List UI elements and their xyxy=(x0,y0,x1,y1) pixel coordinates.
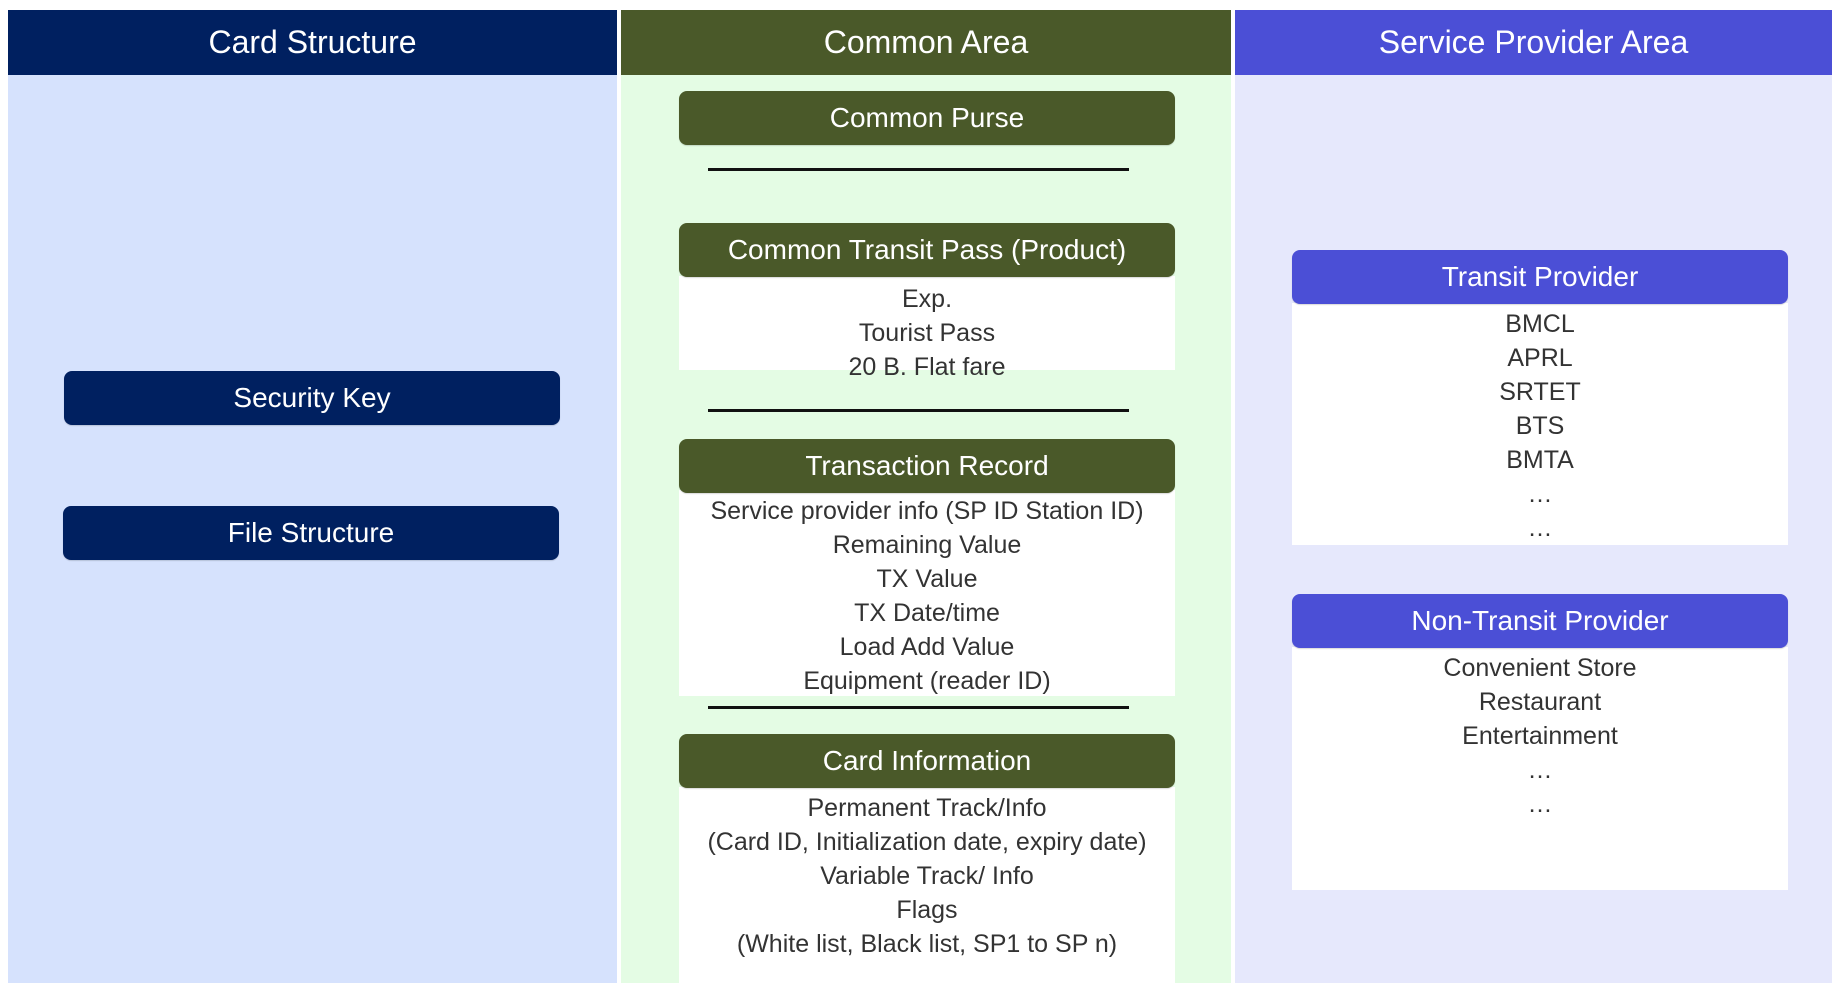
transaction-record-list xyxy=(679,490,1175,696)
non-transit-provider-title: Non-Transit Provider xyxy=(1411,605,1669,636)
transaction-record-item: Remaining Value xyxy=(832,531,1022,559)
file-structure-label: File Structure xyxy=(227,517,395,548)
card-information-item: Variable Track/ Info xyxy=(820,862,1034,890)
transit-pass-header xyxy=(679,223,1175,277)
security-key-label: Security Key xyxy=(233,382,391,413)
transaction-record-title: Transaction Record xyxy=(805,450,1049,481)
service-provider-title: Service Provider Area xyxy=(1378,24,1689,60)
transit-provider-item: BMCL xyxy=(1505,310,1575,338)
divider-line xyxy=(708,168,1129,171)
card-information-list xyxy=(679,787,1175,983)
transit-provider-item: APRL xyxy=(1507,344,1573,372)
transit-provider-item: BMTA xyxy=(1506,446,1574,474)
transaction-record-item: Equipment (reader ID) xyxy=(803,667,1051,695)
transit-pass-item: Exp. xyxy=(901,285,953,313)
transaction-record-item: TX Value xyxy=(876,565,978,593)
common-purse-label: Common Purse xyxy=(829,102,1025,133)
divider-line xyxy=(708,409,1129,412)
file-structure-box xyxy=(63,506,559,560)
non-transit-provider-list xyxy=(1292,647,1788,890)
non-transit-provider-header xyxy=(1292,594,1788,648)
security-key-box xyxy=(64,371,560,425)
service-provider-header xyxy=(1235,10,1832,75)
transit-pass-list xyxy=(679,276,1175,381)
card-information-item: Flags xyxy=(896,896,958,924)
transit-pass-item: 20 B. Flat fare xyxy=(848,353,1006,381)
card-structure-header xyxy=(8,10,617,75)
card-information-item: (White list, Black list, SP1 to SP n) xyxy=(736,930,1118,958)
common-area-title: Common Area xyxy=(823,24,1029,60)
non-transit-provider-item: … xyxy=(1527,790,1553,818)
transit-provider-item: SRTET xyxy=(1499,378,1581,406)
card-information-item: Permanent Track/Info xyxy=(807,794,1047,822)
card-structure-column xyxy=(8,10,617,983)
transit-provider-item: BTS xyxy=(1515,412,1565,440)
non-transit-provider-item: Convenient Store xyxy=(1443,654,1637,682)
card-information-title: Card Information xyxy=(822,745,1032,776)
non-transit-provider-item: Restaurant xyxy=(1478,688,1602,716)
common-purse-box xyxy=(679,91,1175,145)
non-transit-provider-item: … xyxy=(1527,756,1553,784)
transit-provider-list xyxy=(1292,303,1788,545)
transit-provider-header xyxy=(1292,250,1788,304)
card-information-header xyxy=(679,734,1175,788)
transit-pass-item: Tourist Pass xyxy=(858,319,996,347)
transit-pass-title: Common Transit Pass (Product) xyxy=(727,234,1127,265)
divider-line xyxy=(708,706,1129,709)
transit-provider-item: … xyxy=(1527,480,1553,508)
transaction-record-header xyxy=(679,439,1175,493)
transaction-record-item: Load Add Value xyxy=(839,633,1015,661)
non-transit-provider-item: Entertainment xyxy=(1462,722,1618,750)
transaction-record-item: TX Date/time xyxy=(854,599,1000,627)
common-area-header xyxy=(621,10,1231,75)
transit-provider-item: … xyxy=(1527,514,1553,542)
transaction-record-item: Service provider info (SP ID Station ID) xyxy=(710,497,1144,525)
card-information-item: (Card ID, Initialization date, expiry date) xyxy=(707,828,1147,856)
card-structure-title: Card Structure xyxy=(208,24,417,60)
transit-provider-title: Transit Provider xyxy=(1441,261,1639,292)
